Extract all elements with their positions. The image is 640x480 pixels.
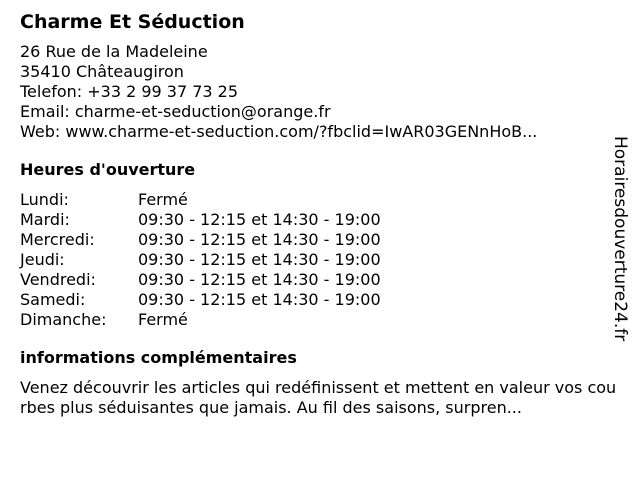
hours-row (20, 270, 381, 290)
address-city: 35410 Châteaugiron (20, 62, 184, 81)
hours-day: Vendredi: (20, 270, 96, 289)
hours-row (20, 210, 381, 230)
site-watermark: Horairesdouverture24.fr (610, 136, 630, 342)
hours-day: Lundi: (20, 190, 69, 209)
hours-row (20, 230, 381, 250)
hours-time: 09:30 - 12:15 et 14:30 - 19:00 (138, 250, 381, 269)
hours-row (20, 310, 381, 330)
opening-hours-heading: Heures d'ouverture (20, 160, 196, 179)
opening-hours-table (20, 190, 381, 330)
additional-info-heading: informations complémentaires (20, 348, 297, 367)
business-card (20, 10, 617, 418)
hours-day: Samedi: (20, 290, 86, 309)
hours-row (20, 250, 381, 270)
address-street: 26 Rue de la Madeleine (20, 42, 208, 61)
hours-row (20, 290, 381, 310)
website-line: Web: www.charme-et-seduction.com/?fbclid=IwAR03GENnHoB... (20, 122, 538, 141)
business-name: Charme Et Séduction (20, 11, 245, 33)
hours-day: Mercredi: (20, 230, 95, 249)
hours-time: 09:30 - 12:15 et 14:30 - 19:00 (138, 230, 381, 249)
hours-time: 09:30 - 12:15 et 14:30 - 19:00 (138, 290, 381, 309)
hours-row (20, 190, 381, 210)
hours-time: 09:30 - 12:15 et 14:30 - 19:00 (138, 270, 381, 289)
phone-line: Telefon: +33 2 99 37 73 25 (20, 82, 239, 101)
hours-day: Dimanche: (20, 310, 107, 329)
hours-day: Mardi: (20, 210, 70, 229)
hours-time: Fermé (138, 310, 188, 329)
hours-time: Fermé (138, 190, 188, 209)
email-line: Email: charme-et-seduction@orange.fr (20, 102, 331, 121)
hours-time: 09:30 - 12:15 et 14:30 - 19:00 (138, 210, 381, 229)
additional-info-text: Venez découvrir les articles qui redéfinissent et mettent en valeur vos courbes plus séduisantes que jamais. Au fil des saisons, surpren... (20, 378, 617, 417)
hours-day: Jeudi: (20, 250, 65, 269)
